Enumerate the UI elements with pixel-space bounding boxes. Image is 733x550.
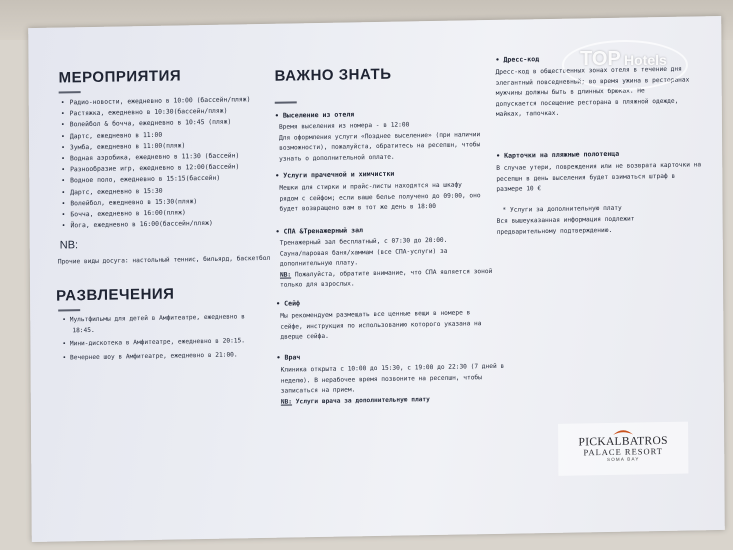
tophotels-watermark bbox=[562, 40, 702, 90]
safe-title: • Сейф bbox=[276, 299, 300, 307]
list-item: • Бочча, ежедневно в 16:00(пляж) bbox=[61, 206, 251, 221]
important-heading: ВАЖНО ЗНАТЬ bbox=[274, 65, 392, 85]
events-heading: МЕРОПРИЯТИЯ bbox=[58, 67, 182, 87]
extra-charge-note: * Услуги за дополнительную плату bbox=[502, 204, 622, 214]
list-item: • Мультфильмы для детей в Амфитеатре, ежедневно в bbox=[62, 313, 245, 324]
nb-text bbox=[58, 254, 270, 268]
checkout-title: • Выселение из отеля bbox=[275, 110, 354, 119]
important-rule bbox=[275, 101, 297, 103]
list-item: • Радио-новости, ежедневно в 10:00 (бассейн/пляж) bbox=[61, 94, 251, 109]
hotel-logo bbox=[558, 422, 688, 476]
paper-sheet bbox=[28, 16, 725, 542]
confirmation-note: Вся вышеуказанная информация подлежит предварительному подтверждению. bbox=[496, 215, 635, 236]
watermark-hotels: Hotels bbox=[624, 52, 667, 68]
list-item: • Волейбол & бочча, ежедневно в 10:45 (пляж) bbox=[61, 117, 251, 132]
laundry-title: • Услуги прачечной и химчистки bbox=[275, 170, 394, 180]
list-item: • Зумба, ежедневно в 11:00(пляж) bbox=[61, 139, 251, 154]
logo-line3: SOMA BAY bbox=[606, 456, 640, 462]
towel-title: • Карточки на пляжные полотенца bbox=[496, 150, 619, 160]
events-list bbox=[61, 94, 252, 232]
entertainment-list bbox=[62, 312, 245, 363]
events-rule bbox=[59, 91, 81, 93]
list-item: • Мини-дискотека в Амфитеатре, ежедневно в 20:15. bbox=[62, 337, 245, 348]
safe-text: Мы рекомендуем размещать все ценные вещи в номере в сейфе, инструкция по использованию которого указана на дверце сейфа. bbox=[280, 309, 482, 341]
spa-title: • СПА &Тренажерный зал bbox=[276, 226, 363, 236]
logo-brand: PICKALBATROS bbox=[578, 434, 668, 449]
logo-line2: PALACE RESORT bbox=[583, 446, 663, 458]
laundry-text: Мешки для стирки и прайс-листы находятся на шкафу рядом с сейфом; если ваше белье получено до 09:00, оно будет возвращено вам в тот же день в 18:00 bbox=[279, 181, 481, 213]
spa-text: Тренажерный зал бесплатный, с 07:30 до 20:00. Сауна/паровая баня/хаммам (все СПА-услуги) за дополнительную плату. NB: Пожалуйста, обратите внимание, что СПА является зоной только для взрослых. bbox=[279, 236, 493, 289]
towel-text: В случае утери, повреждения или не возврата карточки на ресепшн в день выселения будет взиматься штраф в размере 10 € bbox=[496, 161, 702, 193]
list-item: • Волейбол, ежедневно в 15:30(пляж) bbox=[61, 195, 251, 210]
list-item: • Водное поло, ежедневно в 15:15(бассейн) bbox=[61, 173, 251, 188]
watermark-top: TOP bbox=[580, 48, 621, 70]
nb-heading: NB: bbox=[59, 239, 79, 252]
dresscode-title: • Дресс-код bbox=[495, 55, 539, 64]
list-item: 18:45. bbox=[72, 326, 95, 334]
dresscode-text: Дресс-код в общественных зонах отеля в течение дня элегантный повседневный; во время ужина в ресторанах мужчины должны быть в длинных брюках. Не допускается посещение ресторана в пляжной одежде, майках, тапочках. bbox=[495, 65, 690, 118]
entertainment-heading: РАЗВЛЕЧЕНИЯ bbox=[56, 285, 175, 305]
list-item: • Разнообразие игр, ежедневно в 12:00(бассейн) bbox=[61, 161, 251, 176]
list-item: • Йога, ежедневно в 16:00(бассейн/пляж) bbox=[62, 217, 252, 232]
checkout-text: Время выселения из номера - в 12:00 Для оформления услуги «Позднее выселение» (при наличии возможности), пожалуйста, обратитесь на ресепшн, чтобы узнать о дополнительной оплате. bbox=[278, 121, 481, 163]
doctor-text: Клиника открыта с 10:00 до 15:30, с 19:00 до 22:30 (7 дней в неделю). В нерабочее время позвоните на ресепшн, чтобы записаться на прием. NB: Услуги врача за дополнительную плату bbox=[280, 362, 505, 406]
entertainment-rule bbox=[58, 309, 80, 311]
list-item: • Дартс, ежедневно в 11:00 bbox=[61, 128, 251, 143]
list-item: • Вечернее шоу в Амфитеатре, ежедневно в 21:00. bbox=[62, 350, 238, 361]
nb-text-line: Прочие виды досуга: настольный теннис, бильярд, баскетбол bbox=[57, 254, 271, 266]
list-item: • Растяжка, ежедневно в 10:30(бассейн/пляж) bbox=[61, 105, 251, 120]
list-item: • Водная аэробика, ежедневно в 11:30 (бассейн) bbox=[61, 150, 251, 165]
doctor-title: • Врач bbox=[277, 353, 301, 361]
list-item: • Дартс, ежедневно в 15:30 bbox=[61, 184, 251, 199]
